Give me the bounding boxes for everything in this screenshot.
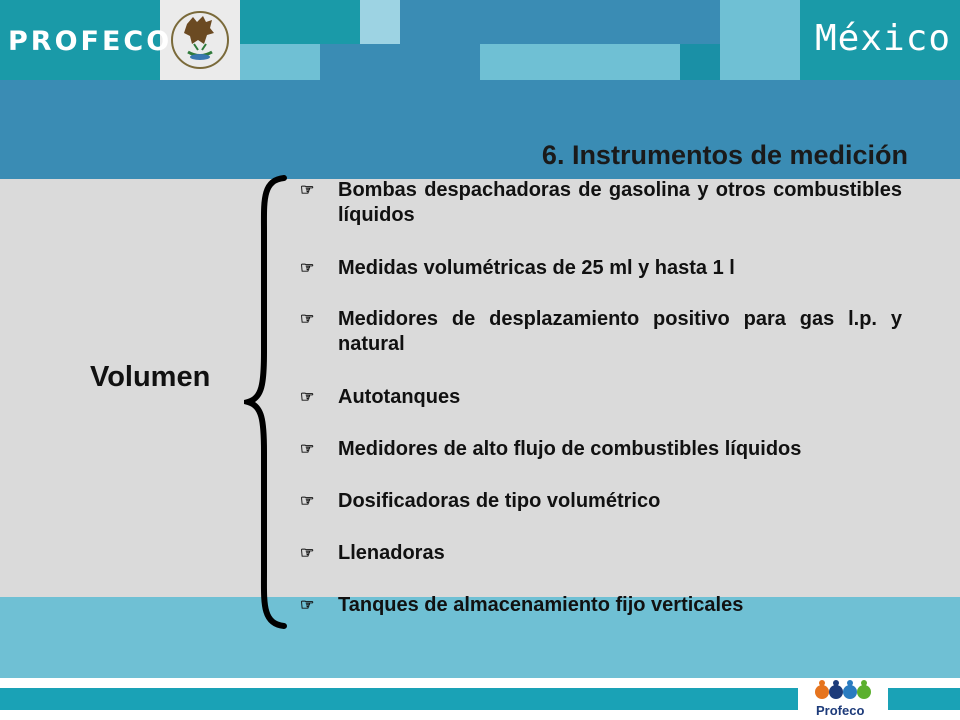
- list-item-text: Dosificadoras de tipo volumétrico: [338, 490, 661, 512]
- header-block: [360, 0, 400, 44]
- pointing-hand-icon: ☞: [300, 441, 315, 458]
- list-item-text: Medidores de desplazamiento positivo para gas l.p. y natural: [338, 308, 902, 355]
- list-item: [300, 593, 902, 618]
- pointing-hand-icon: ☞: [300, 597, 315, 614]
- list-item: [300, 256, 902, 281]
- profeco-figures-icon: [798, 678, 888, 704]
- footer-logo: [798, 678, 888, 720]
- category-label: Volumen: [90, 361, 211, 393]
- pointing-hand-icon: ☞: [300, 493, 315, 510]
- list-item: [300, 385, 902, 410]
- header-block: [680, 44, 720, 80]
- header-block: [320, 44, 400, 80]
- footer-logo-text: Profeco: [816, 703, 865, 718]
- list-item-text: Bombas despachadoras de gasolina y otros combustibles líquidos: [338, 179, 902, 226]
- list-item: [300, 489, 902, 514]
- header-block: [240, 0, 360, 44]
- list-item-text: Medidas volumétricas de 25 ml y hasta 1 l: [338, 257, 735, 279]
- header-block: [240, 44, 320, 80]
- pointing-hand-icon: ☞: [300, 182, 315, 199]
- list-item: [300, 178, 902, 230]
- list-item-text: Medidores de alto flujo de combustibles líquidos: [338, 438, 802, 460]
- profeco-logo: PROFECO: [8, 26, 173, 57]
- list-item-text: Autotanques: [338, 386, 461, 408]
- pointing-hand-icon: ☞: [300, 311, 315, 328]
- list-item-text: Tanques de almacenamiento fijo verticales: [338, 594, 744, 616]
- header-block: [480, 0, 720, 44]
- curly-brace-icon: [244, 172, 288, 632]
- slide-title: 6. Instrumentos de medición: [541, 140, 908, 170]
- header-block: [400, 0, 480, 80]
- list-item-text: Llenadoras: [338, 542, 445, 564]
- header-block: [480, 44, 680, 80]
- country-label: México: [815, 18, 952, 59]
- pointing-hand-icon: ☞: [300, 389, 315, 406]
- instrument-list: [300, 178, 902, 618]
- pointing-hand-icon: ☞: [300, 545, 315, 562]
- list-item: [300, 541, 902, 566]
- pointing-hand-icon: ☞: [300, 260, 315, 277]
- header-block: [720, 0, 800, 80]
- list-item: [300, 437, 902, 462]
- list-item: [300, 307, 902, 359]
